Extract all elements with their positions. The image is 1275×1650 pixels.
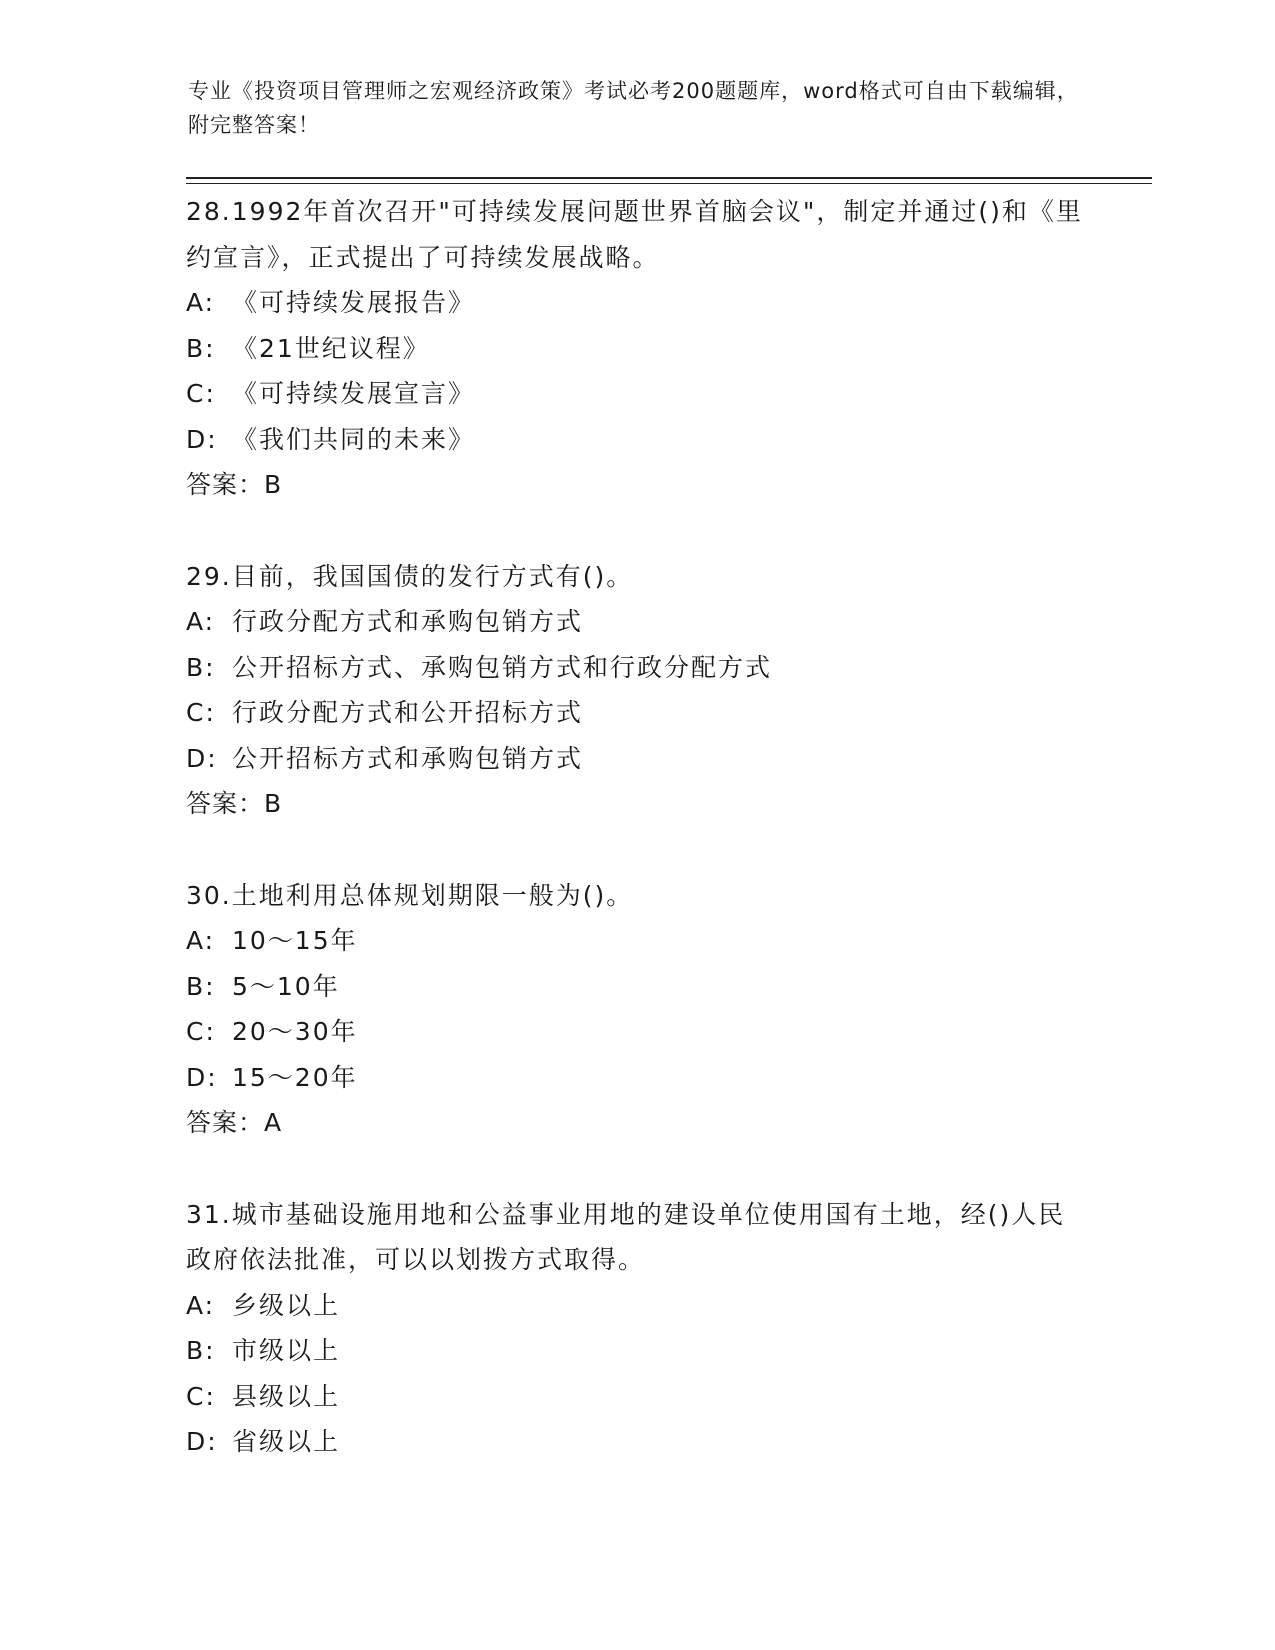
option-c: [186, 1374, 1086, 1420]
option-letter: A:: [186, 288, 216, 317]
option-letter: B:: [186, 652, 216, 682]
option-a: [186, 280, 1086, 326]
option-d: [186, 1055, 1086, 1101]
option-text: 《我们共同的未来》: [232, 424, 476, 454]
option-b: [186, 964, 1086, 1010]
question-stem: 31.城市基础设施用地和公益事业用地的建设单位使用国有土地，经()人民政府依法批准，可以以划拨方式取得。: [186, 1199, 1066, 1274]
option-c: [186, 371, 1086, 417]
option-text: 市级以上: [232, 1336, 341, 1365]
option-letter: B:: [186, 971, 216, 1001]
option-d: [186, 417, 1086, 463]
option-text: 公开招标方式和承购包销方式: [232, 743, 584, 773]
question-stem: 28.1992年首次召开"可持续发展问题世界首脑会议"，制定并通过()和《里约宣言》，正式提出了可持续发展战略。: [186, 197, 1083, 272]
option-text: 《可持续发展宣言》: [232, 379, 476, 408]
question-28: [186, 189, 1086, 508]
question-stem: 29.目前，我国国债的发行方式有()。: [186, 561, 634, 591]
option-text: 行政分配方式和公开招标方式: [232, 698, 584, 727]
option-text: 5～10年: [232, 971, 340, 1001]
option-text: 20～30年: [232, 1017, 358, 1046]
option-a: [186, 1283, 1086, 1329]
option-letter: D:: [186, 743, 218, 773]
option-letter: D:: [186, 1427, 218, 1456]
option-d: [186, 736, 1086, 782]
header-divider-thin: [186, 183, 1152, 184]
question-30: [186, 873, 1086, 1146]
option-a: [186, 918, 1086, 964]
option-text: 15～20年: [232, 1062, 358, 1092]
option-letter: B:: [186, 333, 216, 363]
option-c: [186, 690, 1086, 736]
question-31: [186, 1192, 1086, 1465]
option-letter: A:: [186, 607, 216, 636]
option-a: [186, 599, 1086, 645]
option-letter: D:: [186, 424, 218, 454]
option-letter: C:: [186, 1381, 216, 1411]
option-b: [186, 326, 1086, 372]
option-d: [186, 1419, 1086, 1465]
option-letter: A:: [186, 1290, 216, 1320]
document-intro: 专业《投资项目管理师之宏观经济政策》考试必考200题题库，word格式可自由下载编辑，附完整答案！: [188, 79, 1079, 137]
option-text: 《21世纪议程》: [232, 333, 430, 363]
option-b: [186, 645, 1086, 691]
question-29: [186, 554, 1086, 827]
option-letter: C:: [186, 698, 216, 727]
question-stem: 30.土地利用总体规划期限一般为()。: [186, 880, 634, 910]
answer-line: 答案：B: [186, 789, 283, 818]
header-divider-thick: [186, 177, 1152, 179]
option-text: 乡级以上: [232, 1290, 341, 1320]
option-letter: B:: [186, 1336, 216, 1365]
option-text: 行政分配方式和承购包销方式: [232, 607, 584, 636]
option-text: 《可持续发展报告》: [232, 288, 476, 317]
option-letter: A:: [186, 926, 216, 955]
answer-line: 答案：B: [186, 470, 283, 499]
option-text: 县级以上: [232, 1381, 341, 1411]
option-text: 10～15年: [232, 926, 358, 955]
option-letter: C:: [186, 1017, 216, 1046]
question-list: [186, 189, 1086, 1511]
option-b: [186, 1328, 1086, 1374]
option-letter: D:: [186, 1062, 218, 1092]
option-text: 公开招标方式、承购包销方式和行政分配方式: [232, 652, 773, 682]
answer-line: 答案：A: [186, 1108, 283, 1137]
option-c: [186, 1009, 1086, 1055]
option-text: 省级以上: [232, 1427, 341, 1456]
option-letter: C:: [186, 379, 216, 408]
